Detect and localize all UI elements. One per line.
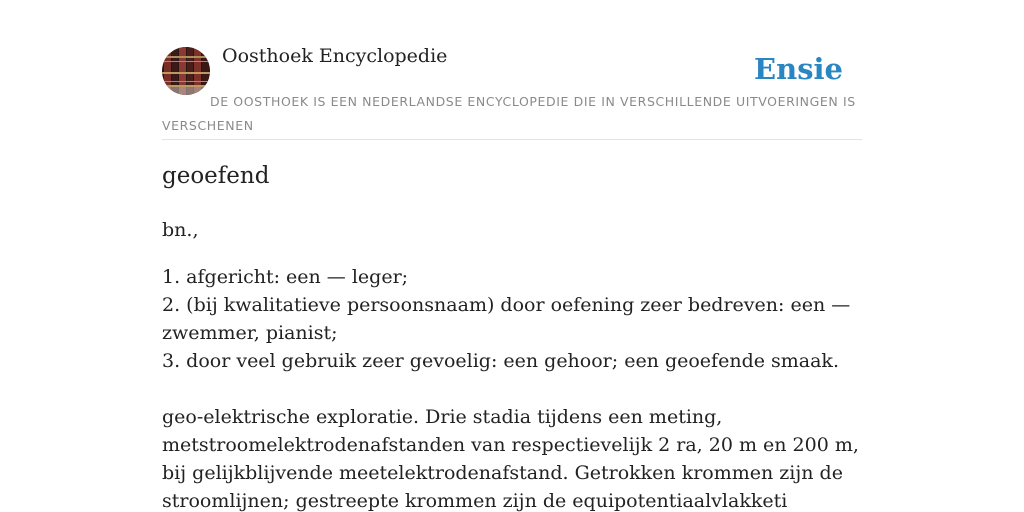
entry-body	[162, 216, 872, 512]
source-tagline: DE OOSTHOEK IS EEN NEDERLANDSE ENCYCLOPEDIE DIE IN VERSCHILLENDE UITVOERINGEN IS VERSCHENEN	[162, 94, 856, 133]
sense-1: 1. afgericht: een — leger;	[162, 266, 409, 288]
page-title: geoefend	[162, 163, 270, 189]
avatar[interactable]	[162, 47, 210, 95]
paragraph-spacer	[162, 375, 872, 403]
book-spines-icon	[162, 47, 210, 95]
sense-2: 2. (bij kwalitatieve persoonsnaam) door oefening zeer bedreven: een — zwemmer, pianist;	[162, 294, 851, 344]
brand-logo[interactable]: Ensie	[754, 52, 843, 86]
part-of-speech: bn.,	[162, 219, 199, 241]
source-name[interactable]: Oosthoek Encyclopedie	[222, 45, 448, 67]
sense-3: 3. door veel gebruik zeer gevoelig: een gehoor; een geoefende smaak.	[162, 350, 839, 372]
image-caption: geo-elektrische exploratie. Drie stadia tijdens een meting, metstroomelektrodenafstanden van respectievelijk 2 ra, 20 m en 200 m, bij gelijkblijvende meetelektrodenafstand. Getrokken krommen zijn de stroomlijnen; gestreepte krommen zijn de equipotentiaalvlakketi	[162, 406, 859, 512]
divider	[162, 139, 862, 140]
